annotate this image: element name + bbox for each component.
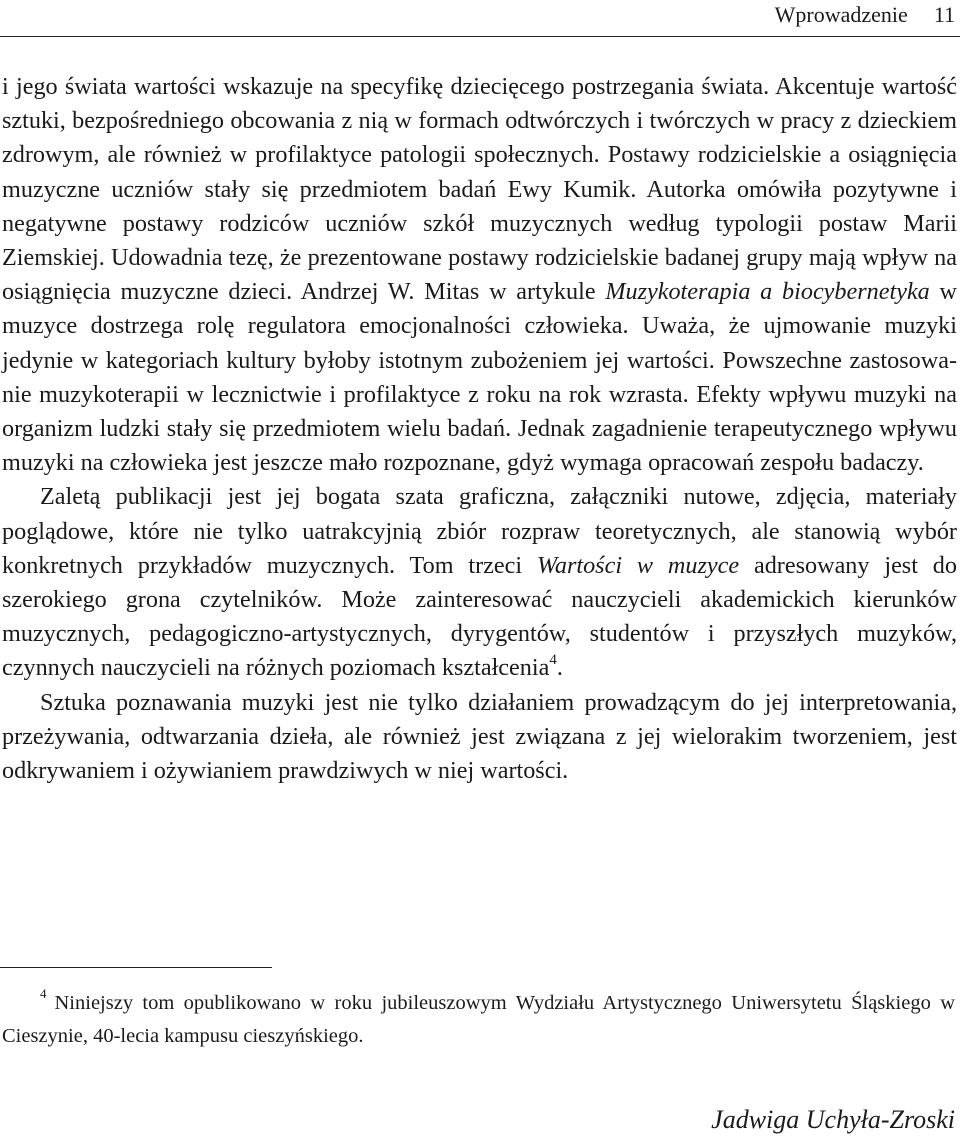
section-title: Wprowadzenie bbox=[774, 2, 908, 27]
running-head bbox=[0, 0, 955, 32]
page-number: 11 bbox=[933, 2, 955, 27]
paragraph-3 bbox=[2, 686, 957, 789]
footnote-number: 4 bbox=[40, 986, 47, 1002]
paragraph-1-text-a: i jego świata wartości wskazuje na specyfikę dziecięcego postrzegania świata. Akcentuje wartość sztuki, bezpośredniego obcowania z nią w formach odtwórczych i twórczych w pracy z dzieckiem zdrowym, ale również w profilaktyce patologii społecznych. Postawy rodzicielskie a osiągnięcia muzyczne uczniów stały się przedmiotem badań Ewy Kumik. Autorka omówiła pozytywne i negatywne postawy rodziców uczniów szkół muzycznych według typologii postaw Marii Ziemskiej. Udowadnia tezę, że prezentowane postawy rodzicielskie badanej grupy mają wpływ na osiągnięcia muzyczne dzieci. Andrzej W. Mitas w artykule bbox=[2, 73, 957, 306]
footnote bbox=[2, 987, 955, 1053]
paragraph-2-text-c: . bbox=[556, 654, 563, 682]
footnote-reference: 4 bbox=[549, 652, 557, 669]
paragraph-2 bbox=[2, 480, 957, 685]
footnote-text: Niniejszy tom opublikowano w roku jubileuszowym Wydziału Artystycznego Uniwersytetu Śląskiego w Cieszynie, 40-lecia kampusu cieszyńskiego. bbox=[2, 992, 955, 1047]
paragraph-1-text-b: w muzyce dostrzega rolę regulatora emocjonalności człowieka. Uważa, że ujmowanie muzyki jedynie w kategoriach kultury byłoby istotnym zubożeniem jej wartości. Powszechne zastosowanie muzykoterapii w lecznictwie i profilaktyce z roku na rok wzrasta. Efekty wpływu muzyki na organizm ludzki stały się przedmiotem wielu badań. Jednak zagadnienie terapeutycznego wpływu muzyki na człowieka jest jeszcze mało rozpoznane, gdyż wymaga opracowań zespołu badaczy. bbox=[2, 278, 958, 477]
paragraph-1 bbox=[2, 70, 957, 480]
footnote-rule bbox=[0, 967, 272, 968]
header-rule bbox=[0, 36, 960, 37]
paragraph-3-text: Sztuka poznawania muzyki jest nie tylko działaniem prowadzącym do jej interpretowania, przeżywania, odtwarzania dzieła, ale również jest związana z jej wielorakim tworzeniem, jest odkrywaniem i ożywianiem prawdziwych w niej wartości. bbox=[2, 688, 957, 785]
body-text bbox=[2, 70, 957, 788]
author-signature: Jadwiga Uchyła-Zroski bbox=[711, 1105, 955, 1134]
footnote-paragraph bbox=[2, 987, 955, 1053]
paragraph-2-text-a: Zaletą publikacji jest jej bogata szata graficzna, załączniki nutowe, zdjęcia, materiały poglądowe, które nie tylko uatrakcyjnią zbiór rozpraw teoretycznych, ale stanowią wybór konkretnych przykładów muzycznych. Tom trzeci bbox=[2, 483, 957, 579]
paragraph-2-text-b: adresowany jest do szerokiego grona czytelników. Może zainteresować nauczycieli akademickich kierunków muzycznych, pedagogiczno-artystycznych, dyrygentów, studentów i przyszłych muzyków, czynnych nauczycieli na różnych poziomach kształcenia bbox=[2, 551, 957, 682]
volume-title-wartosci: Wartości w muzyce bbox=[536, 551, 740, 579]
article-title-muzykoterapia: Muzykoterapia a biocybernetyka bbox=[605, 278, 930, 306]
